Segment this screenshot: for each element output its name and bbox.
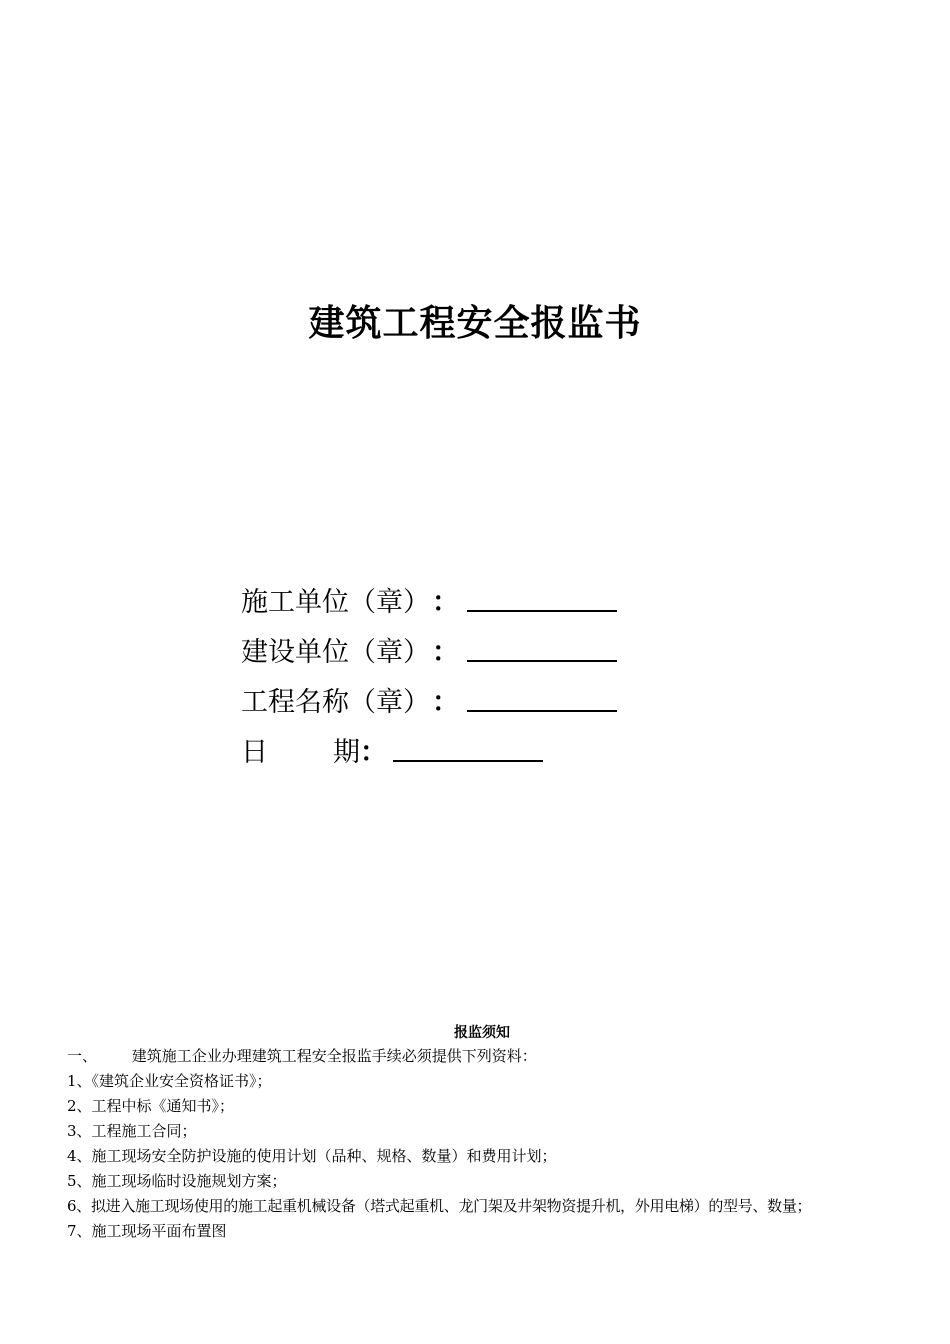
- list-item: 6、拟进入施工现场使用的施工起重机械设备（塔式起重机、龙门架及井架物资提升机，外用电梯）的型号、数量；: [67, 1197, 812, 1215]
- section-number: 一、: [67, 1047, 98, 1065]
- fill-in-line: [393, 732, 543, 762]
- list-item: 3、工程施工合同；: [67, 1122, 197, 1140]
- fill-in-line: [467, 632, 617, 662]
- fill-in-line: [467, 682, 617, 712]
- fill-in-line: [467, 582, 617, 612]
- field-colon: ：: [432, 586, 459, 618]
- notice-title: 报监须知: [454, 1025, 510, 1041]
- field-label: 建设单位（章）: [241, 636, 430, 668]
- list-item: 4、施工现场安全防护设施的使用计划（品种、规格、数量）和费用计划；: [67, 1147, 557, 1165]
- date-label-second: 期: [333, 736, 360, 768]
- list-item: 2、工程中标《通知书》；: [67, 1097, 235, 1115]
- field-colon: ：: [432, 636, 459, 668]
- list-item: 5、施工现场临时设施规划方案；: [67, 1172, 287, 1190]
- field-colon: ：: [432, 686, 459, 718]
- notice-section-heading: [67, 1044, 897, 1069]
- cover-fields: [241, 574, 701, 774]
- field-colon: ：: [360, 736, 387, 768]
- filing-notice: [67, 1022, 897, 1244]
- list-item: 1、《建筑企业安全资格证书》；: [67, 1072, 272, 1090]
- field-project-name: [241, 674, 701, 724]
- field-label: 施工单位（章）: [241, 586, 430, 618]
- list-item: 7、施工现场平面布置图: [67, 1222, 227, 1240]
- field-date: [241, 724, 701, 774]
- field-construction-unit: [241, 574, 701, 624]
- section-text: 建筑施工企业办理建筑工程安全报监手续必须提供下列资料：: [131, 1047, 537, 1065]
- document-title: 建筑工程安全报监书: [308, 303, 642, 344]
- field-label: 工程名称（章）: [241, 686, 430, 718]
- field-owner-unit: [241, 624, 701, 674]
- date-label-first: 日: [241, 736, 268, 768]
